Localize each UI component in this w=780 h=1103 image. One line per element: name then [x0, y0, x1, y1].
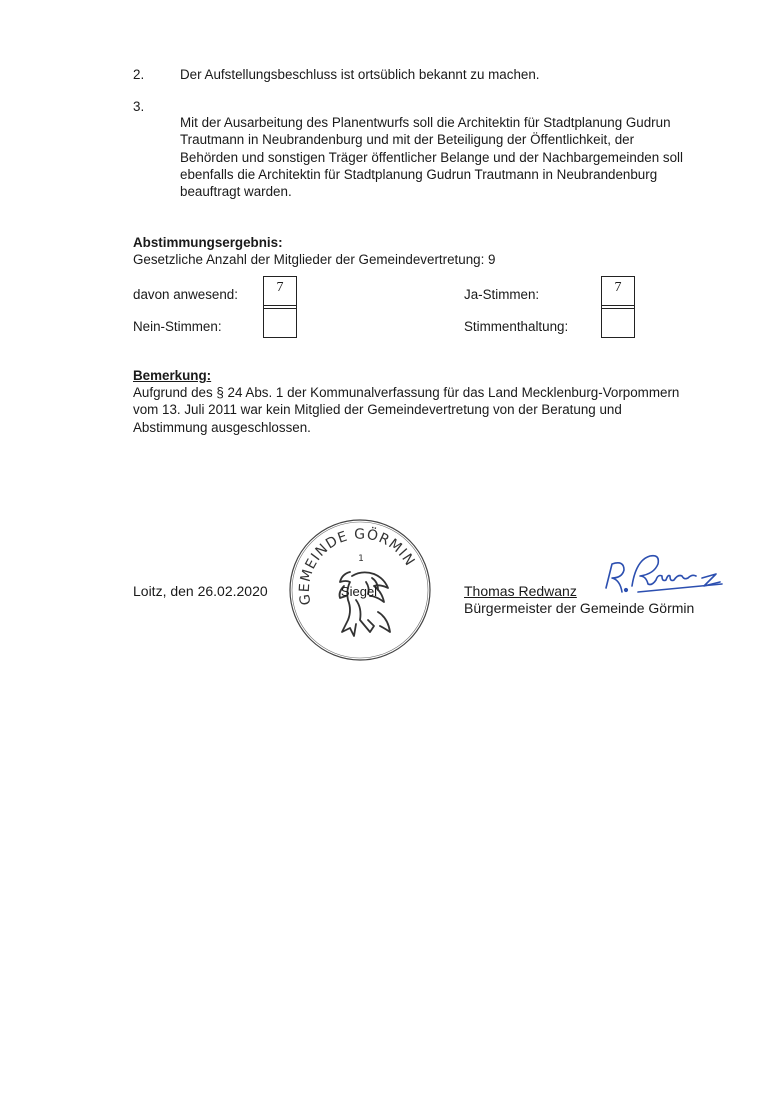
item-2-text: Der Aufstellungsbeschluss ist ortsüblich bekannt zu machen. — [180, 67, 540, 82]
vote-legal-count: Gesetzliche Anzahl der Mitglieder der Gemeindevertretung: 9 — [133, 252, 496, 267]
yes-label: Ja-Stimmen: — [464, 287, 540, 302]
yes-value-box: 7 — [601, 276, 635, 309]
item-3-line: ebenfalls die Architektin für Stadtplanung Gudrun Trautmann in Neubrandenburg — [180, 166, 658, 182]
item-3-line: Mit der Ausarbeitung des Planentwurfs soll die Architektin für Stadtplanung Gudrun — [180, 115, 671, 130]
remark-heading: Bemerkung: — [133, 368, 212, 383]
item-3-line: beauftragt warden. — [180, 184, 292, 200]
item-3-line: Trautmann in Neubrandenburg und mit der Beteiligung der Öffentlichkeit, der — [180, 132, 635, 148]
remark-paragraph — [133, 384, 679, 436]
remark-line: Aufgrund des § 24 Abs. 1 der Kommunalverfassung für das Land Mecklenburg-Vorpommern — [133, 385, 680, 400]
svg-text:1: 1 — [358, 554, 364, 564]
no-value-box — [263, 305, 297, 338]
item-3-number: 3. — [133, 99, 145, 114]
item-2-number: 2. — [133, 67, 145, 82]
svg-text:GEMEINDE GÖRMIN: GEMEINDE GÖRMIN — [296, 526, 418, 607]
official-seal — [286, 516, 434, 664]
place-date: Loitz, den 26.02.2020 — [133, 583, 268, 599]
item-3-line: Behörden und sonstigen Träger öffentlicher Belange und der Nachbargemeinden soll — [180, 149, 683, 165]
handwritten-signature — [598, 548, 728, 600]
signer-name: Thomas Redwanz — [464, 583, 577, 599]
abstain-label: Stimmenthaltung: — [464, 319, 569, 334]
no-label: Nein-Stimmen: — [133, 319, 222, 334]
vote-heading: Abstimmungsergebnis: — [133, 235, 283, 250]
present-label: davon anwesend: — [133, 287, 238, 302]
remark-line: Abstimmung ausgeschlossen. — [133, 419, 311, 435]
signer-title: Bürgermeister der Gemeinde Görmin — [464, 600, 695, 616]
abstain-value-box — [601, 305, 635, 338]
seal-label: Siegel — [340, 584, 378, 599]
present-value-box: 7 — [263, 276, 297, 309]
item-3-paragraph — [180, 114, 683, 200]
remark-line: vom 13. Juli 2011 war kein Mitglied der Gemeindevertretung von der Beratung und — [133, 402, 622, 418]
